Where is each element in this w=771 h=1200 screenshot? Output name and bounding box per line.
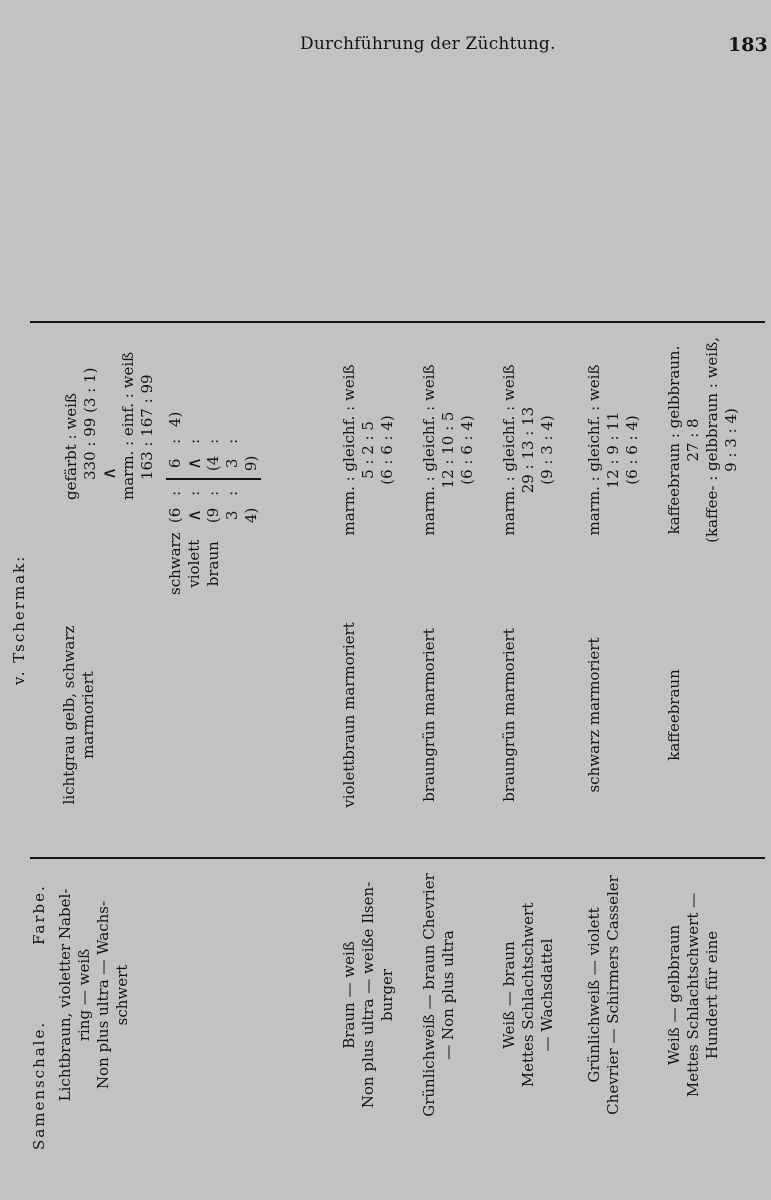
text-line: 12 : 10 : 5	[439, 411, 457, 489]
text-line: Non plus ultra — Wachs-	[94, 900, 112, 1090]
text-line: kaffeebraun	[665, 669, 683, 761]
sub-col-c	[166, 410, 185, 428]
cell: (9	[204, 507, 222, 524]
row-3-color	[420, 600, 439, 830]
sub-col-sep-2	[166, 432, 242, 450]
text-line: kaffeebraun : gelbbraun.	[665, 345, 683, 535]
text-line: Non plus ultra — weiße Ilsen-	[359, 881, 377, 1109]
text-line: Mettes Schlachtschwert	[519, 902, 537, 1088]
text-line: (6 : 6 : 4)	[458, 415, 476, 485]
text-line: schwert	[113, 964, 131, 1026]
text-line: 12 : 9 : 11	[604, 411, 622, 489]
text-line: 330 : 99 (3 : 1)	[81, 367, 99, 480]
sub-col-names	[166, 532, 223, 595]
and-symbol: ∧	[99, 466, 120, 480]
text-line: burger	[378, 968, 396, 1022]
cell: 9)	[242, 455, 260, 472]
text-line: 9 : 3 : 4)	[722, 408, 740, 472]
sub-col-b	[166, 454, 261, 480]
row-4-color	[500, 600, 519, 830]
cell: :	[223, 490, 241, 496]
cell: :	[185, 438, 203, 444]
cell: ∧	[184, 456, 205, 470]
text-line: 163 : 167 : 99	[138, 374, 156, 480]
text-line: (9 : 3 : 4)	[538, 415, 556, 485]
text-line: Lichtbraun, violetter Nabel-	[56, 888, 74, 1102]
text-line: marm. : gleichf. : weiß	[340, 364, 358, 536]
cell: 4)	[242, 507, 260, 524]
cell: :	[166, 490, 184, 496]
running-header: Durchführung der Züchtung.	[300, 34, 556, 54]
text-line: 29 : 13 : 13	[519, 406, 537, 494]
text-line: — Wachsdattel	[538, 938, 556, 1052]
text-line: braungrün marmoriert	[420, 628, 438, 802]
text-line: gefärbt : weiß	[62, 393, 80, 500]
sub-col-sep	[166, 484, 242, 502]
text-line: violettbraun marmoriert	[340, 622, 358, 808]
page-number: 183	[728, 34, 768, 56]
text-line: marm. : gleichf. : weiß	[420, 364, 438, 536]
text-line: schwarz marmoriert	[585, 637, 603, 793]
text-line: Hundert für eine	[703, 930, 721, 1060]
header-color: Farbe.	[30, 884, 48, 945]
header-seed-coat: Samenschale.	[30, 1020, 48, 1150]
row-5-color	[585, 600, 604, 830]
text-line: 27 : 8	[684, 418, 702, 462]
cell: violett	[185, 539, 203, 588]
row-2-color	[340, 600, 359, 830]
row-1-color	[60, 600, 98, 830]
cell: braun	[204, 541, 222, 587]
sub-col-a	[166, 506, 261, 524]
cell: :	[185, 490, 203, 496]
text-line: ring — weiß	[75, 948, 93, 1042]
text-line: Weiß — gelbbraun	[665, 924, 683, 1066]
text-line: lichtgrau gelb, schwarz	[60, 625, 78, 805]
text-line: (kaffee- : gelbbraun : weiß,	[703, 337, 721, 543]
author-label: v. Tschermak:	[10, 554, 28, 685]
text-line: (6 : 6 : 4)	[623, 415, 641, 485]
text-line: marm. : gleichf. : weiß	[585, 364, 603, 536]
row-5-seed	[585, 850, 623, 1140]
cell: :	[204, 438, 222, 444]
cell: 3	[223, 458, 241, 469]
row-3-seed	[420, 850, 458, 1140]
row-6-color	[665, 600, 684, 830]
text-line: Chevrier — Schirmers Casseler	[604, 875, 622, 1115]
text-line: Mettes Schlachtschwert —	[684, 892, 702, 1098]
row-2-seed	[340, 850, 397, 1140]
text-line: braungrün marmoriert	[500, 628, 518, 802]
row-6-result	[665, 305, 741, 575]
cell: schwarz	[166, 532, 184, 595]
text-line: marm. : gleichf. : weiß	[500, 364, 518, 536]
cell: 3	[223, 510, 241, 521]
row-4-seed	[500, 850, 557, 1140]
row-1-result	[62, 200, 157, 500]
row-3-result	[420, 325, 477, 575]
row-6-seed	[665, 850, 722, 1140]
text-line: Braun — weiß	[340, 941, 358, 1049]
cell: 6	[166, 458, 184, 469]
text-line: 5 : 2 : 5	[359, 421, 377, 479]
text-line: (6 : 6 : 4)	[378, 415, 396, 485]
text-line: marm. : einf. : weiß	[119, 351, 137, 500]
cell: (6	[166, 507, 184, 524]
cell: :	[204, 490, 222, 496]
cell: (4	[204, 455, 222, 472]
cell: :	[223, 438, 241, 444]
row-1-seed	[56, 850, 132, 1140]
row-2-result	[340, 325, 397, 575]
text-line: Weiß — braun	[500, 941, 518, 1049]
cell: ∧	[184, 508, 205, 522]
row-5-result	[585, 325, 642, 575]
text-line: Grünlichweiß — braun Chevrier	[420, 873, 438, 1117]
text-line: marmoriert	[79, 671, 97, 759]
row-1-subtable	[166, 410, 261, 595]
text-line: Grünlichweiß — violett	[585, 907, 603, 1083]
text-line: — Non plus ultra	[439, 930, 457, 1060]
row-4-result	[500, 325, 557, 575]
cell: 4)	[166, 411, 184, 428]
cell: :	[166, 438, 184, 444]
